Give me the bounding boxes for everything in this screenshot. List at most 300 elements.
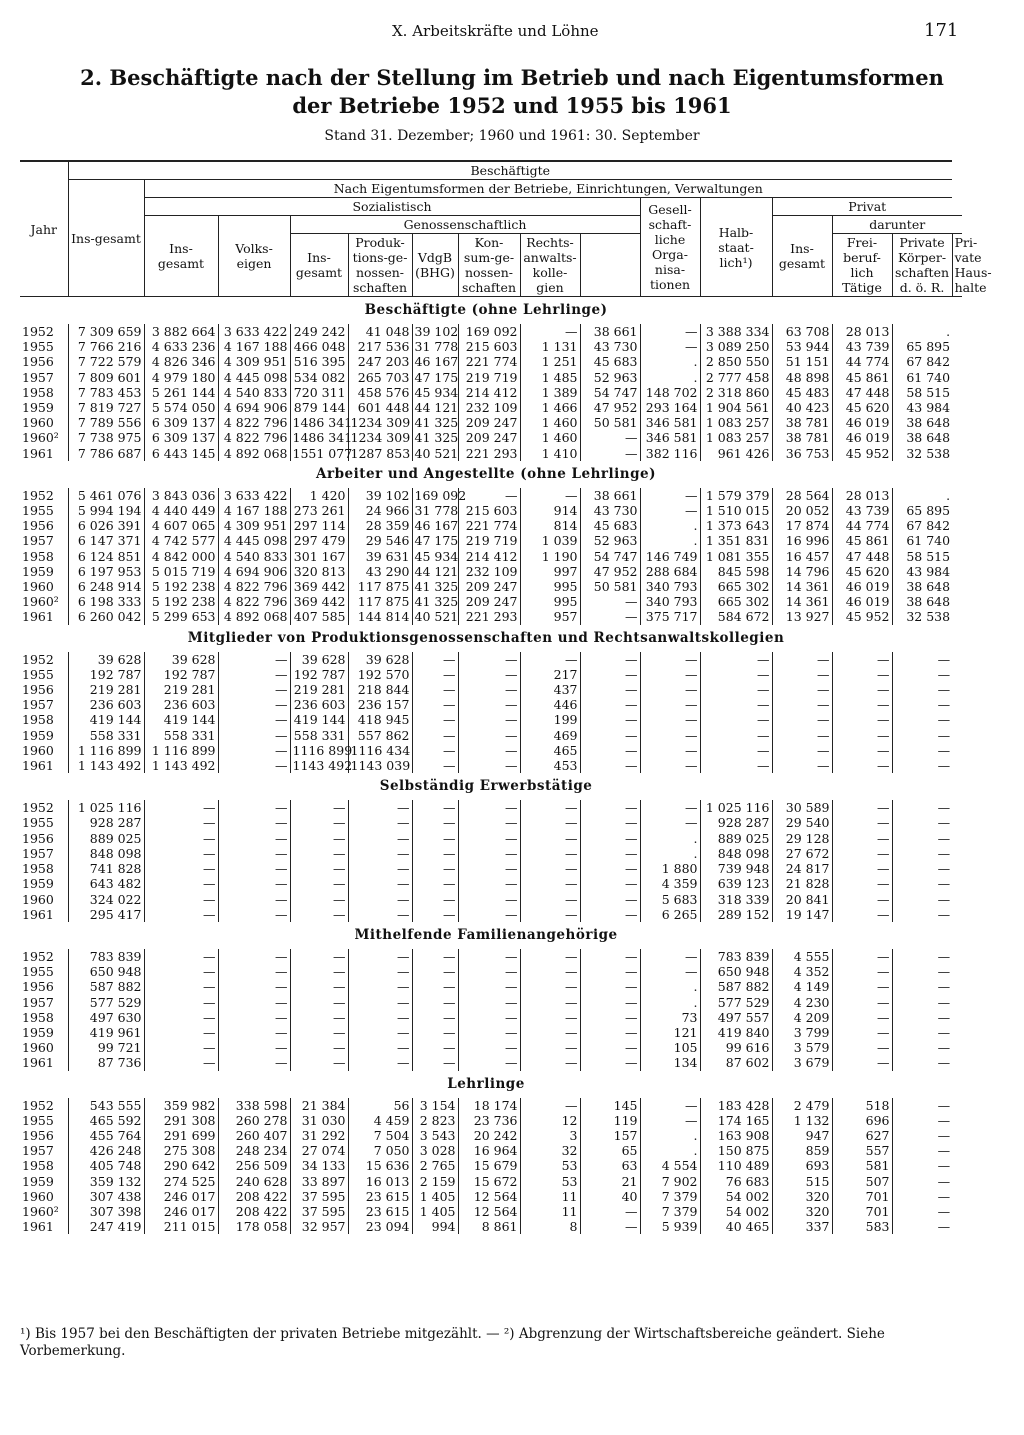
col-jahr: Jahr bbox=[20, 161, 68, 297]
table-row bbox=[20, 1204, 962, 1219]
value-cell: 24 817 bbox=[772, 861, 832, 876]
value-cell: 516 395 bbox=[290, 354, 348, 369]
year-cell: 1956 bbox=[22, 682, 54, 698]
footnotes: ¹) Bis 1957 bei den Beschäftigten der privaten Betriebe mitgezählt. — ²) Abgrenzung der Wirtschaftsbereiche geändert. Siehe Vorbemerkung. bbox=[20, 1326, 885, 1359]
heading-line-2: der Betriebe 1952 und 1955 bis 1961 bbox=[292, 93, 732, 118]
value-cell: 119 bbox=[580, 1113, 640, 1128]
value-cell: — bbox=[640, 949, 700, 964]
value-cell: 46 019 bbox=[832, 430, 892, 445]
year-cell: 1960 bbox=[22, 891, 54, 907]
col-koerperschaften: Private Körper-schaften d. ö. R. bbox=[892, 234, 952, 297]
value-cell: 4 445 098 bbox=[218, 370, 290, 385]
value-cell: 32 957 bbox=[290, 1219, 348, 1234]
value-cell: 4 826 346 bbox=[144, 354, 218, 369]
value-cell: — bbox=[640, 743, 700, 758]
value-cell: 67 842 bbox=[892, 518, 952, 533]
value-cell: 45 683 bbox=[580, 518, 640, 533]
value-cell: — bbox=[144, 831, 218, 846]
value-cell: — bbox=[218, 995, 290, 1010]
value-cell: — bbox=[832, 728, 892, 743]
table-row bbox=[20, 800, 962, 815]
value-cell: 359 982 bbox=[144, 1098, 218, 1113]
value-cell: 6 309 137 bbox=[144, 430, 218, 445]
value-cell: 217 bbox=[520, 667, 580, 682]
year-cell: 1961 bbox=[22, 1219, 54, 1235]
value-cell: 217 536 bbox=[348, 339, 412, 354]
value-cell: — bbox=[832, 907, 892, 922]
table-row bbox=[20, 758, 962, 773]
value-cell: — bbox=[218, 831, 290, 846]
value-cell: — bbox=[580, 949, 640, 964]
table-row bbox=[20, 1025, 962, 1040]
value-cell: 741 828 bbox=[68, 861, 144, 876]
value-cell: — bbox=[348, 1055, 412, 1070]
table-row bbox=[20, 652, 962, 667]
value-cell: — bbox=[348, 876, 412, 891]
value-cell: . bbox=[640, 518, 700, 533]
value-cell: — bbox=[580, 815, 640, 830]
value-cell: 293 164 bbox=[640, 400, 700, 415]
value-cell: 45 620 bbox=[832, 400, 892, 415]
value-cell: — bbox=[892, 831, 952, 846]
value-cell: — bbox=[218, 892, 290, 907]
value-cell: — bbox=[290, 815, 348, 830]
value-cell: 61 740 bbox=[892, 533, 952, 548]
value-cell: 338 598 bbox=[218, 1098, 290, 1113]
value-cell: — bbox=[640, 488, 700, 503]
value-cell: — bbox=[458, 964, 520, 979]
value-cell: 31 030 bbox=[290, 1113, 348, 1128]
value-cell: 6 198 333 bbox=[68, 594, 144, 609]
value-cell: 1 083 257 bbox=[700, 415, 772, 430]
year-cell: 1959 bbox=[22, 1173, 54, 1189]
value-cell: — bbox=[580, 594, 640, 609]
value-cell: — bbox=[580, 1010, 640, 1025]
value-cell: — bbox=[520, 1055, 580, 1070]
value-cell: — bbox=[892, 1010, 952, 1025]
section-heading-row bbox=[20, 461, 962, 488]
value-cell: — bbox=[458, 743, 520, 758]
value-cell: 4 742 577 bbox=[144, 533, 218, 548]
value-cell: 419 144 bbox=[290, 712, 348, 727]
value-cell: — bbox=[832, 979, 892, 994]
value-cell: — bbox=[348, 861, 412, 876]
value-cell: 3 633 422 bbox=[218, 324, 290, 339]
value-cell: 145 bbox=[580, 1098, 640, 1113]
value-cell: — bbox=[772, 682, 832, 697]
value-cell: 458 576 bbox=[348, 385, 412, 400]
value-cell: 4 842 000 bbox=[144, 549, 218, 564]
value-cell: 4 540 833 bbox=[218, 385, 290, 400]
value-cell: 87 602 bbox=[700, 1055, 772, 1070]
value-cell: 32 bbox=[520, 1143, 580, 1158]
value-cell: 814 bbox=[520, 518, 580, 533]
value-cell: 497 630 bbox=[68, 1010, 144, 1025]
value-cell: 4 309 951 bbox=[218, 518, 290, 533]
value-cell: 14 361 bbox=[772, 594, 832, 609]
value-cell: 121 bbox=[640, 1025, 700, 1040]
value-cell: — bbox=[218, 949, 290, 964]
value-cell: 7 786 687 bbox=[68, 446, 144, 461]
value-cell: 47 175 bbox=[412, 370, 458, 385]
value-cell: . bbox=[640, 979, 700, 994]
value-cell: 1 143 492 bbox=[68, 758, 144, 773]
col-gen-insgesamt: Ins-gesamt bbox=[290, 234, 348, 297]
value-cell: 214 412 bbox=[458, 549, 520, 564]
page-number: 171 bbox=[924, 20, 959, 41]
value-cell: 577 529 bbox=[68, 995, 144, 1010]
value-cell: — bbox=[290, 907, 348, 922]
value-cell: 199 bbox=[520, 712, 580, 727]
value-cell: 47 448 bbox=[832, 385, 892, 400]
value-cell: — bbox=[832, 846, 892, 861]
value-cell: 11 bbox=[520, 1204, 580, 1219]
value-cell: 16 457 bbox=[772, 549, 832, 564]
table-row bbox=[20, 430, 962, 445]
value-cell: . bbox=[640, 995, 700, 1010]
table-body bbox=[20, 297, 962, 1235]
value-cell: 701 bbox=[832, 1204, 892, 1219]
value-cell: 41 325 bbox=[412, 594, 458, 609]
value-cell: 8 bbox=[520, 1219, 580, 1234]
value-cell: — bbox=[640, 339, 700, 354]
value-cell: — bbox=[700, 697, 772, 712]
year-cell: 1957 bbox=[22, 697, 54, 713]
value-cell: 3 679 bbox=[772, 1055, 832, 1070]
value-cell: 577 529 bbox=[700, 995, 772, 1010]
col-soz-insgesamt: Ins-gesamt bbox=[144, 216, 218, 297]
table-row bbox=[20, 728, 962, 743]
value-cell: — bbox=[832, 831, 892, 846]
value-cell: — bbox=[832, 800, 892, 815]
value-cell: — bbox=[640, 667, 700, 682]
value-cell: — bbox=[892, 995, 952, 1010]
col-haushalte: Pri-vate Haus-halte bbox=[952, 234, 962, 297]
table-row bbox=[20, 594, 962, 609]
value-cell: 265 703 bbox=[348, 370, 412, 385]
value-cell: 997 bbox=[520, 564, 580, 579]
value-cell: 38 781 bbox=[772, 415, 832, 430]
table-row bbox=[20, 846, 962, 861]
value-cell: 24 966 bbox=[348, 503, 412, 518]
value-cell: 41 048 bbox=[348, 324, 412, 339]
value-cell: — bbox=[218, 979, 290, 994]
value-cell: 7 902 bbox=[640, 1174, 700, 1189]
value-cell: 627 bbox=[832, 1128, 892, 1143]
value-cell: 4 230 bbox=[772, 995, 832, 1010]
value-cell: 7 819 727 bbox=[68, 400, 144, 415]
value-cell: 174 165 bbox=[700, 1113, 772, 1128]
value-cell: — bbox=[458, 682, 520, 697]
value-cell: — bbox=[144, 1040, 218, 1055]
table-row bbox=[20, 385, 962, 400]
value-cell: — bbox=[290, 995, 348, 1010]
value-cell: 507 bbox=[832, 1174, 892, 1189]
value-cell: — bbox=[832, 892, 892, 907]
value-cell: — bbox=[772, 743, 832, 758]
value-cell: 1 904 561 bbox=[700, 400, 772, 415]
value-cell: 1551 077 bbox=[290, 446, 348, 461]
value-cell: — bbox=[348, 892, 412, 907]
value-cell: — bbox=[892, 1098, 952, 1113]
value-cell: 6 443 145 bbox=[144, 446, 218, 461]
value-cell: 1 460 bbox=[520, 430, 580, 445]
value-cell: . bbox=[892, 488, 952, 503]
year-cell: 1955 bbox=[22, 339, 54, 355]
value-cell: 1 143 492 bbox=[144, 758, 218, 773]
value-cell: — bbox=[218, 743, 290, 758]
table-row bbox=[20, 861, 962, 876]
value-cell: 1 410 bbox=[520, 446, 580, 461]
value-cell: — bbox=[892, 1204, 952, 1219]
value-cell: 29 540 bbox=[772, 815, 832, 830]
value-cell: — bbox=[412, 815, 458, 830]
value-cell: 4 445 098 bbox=[218, 533, 290, 548]
value-cell: 32 538 bbox=[892, 446, 952, 461]
value-cell: — bbox=[218, 964, 290, 979]
value-cell: 5 015 719 bbox=[144, 564, 218, 579]
value-cell: 340 793 bbox=[640, 594, 700, 609]
value-cell: 783 839 bbox=[700, 949, 772, 964]
value-cell: 320 bbox=[772, 1189, 832, 1204]
col-volkseigen: Volks-eigen bbox=[218, 216, 290, 297]
value-cell: 3 089 250 bbox=[700, 339, 772, 354]
value-cell: — bbox=[290, 1025, 348, 1040]
value-cell: — bbox=[520, 324, 580, 339]
table-row bbox=[20, 1174, 962, 1189]
value-cell: 274 525 bbox=[144, 1174, 218, 1189]
value-cell: — bbox=[580, 743, 640, 758]
value-cell: — bbox=[640, 682, 700, 697]
table-row bbox=[20, 518, 962, 533]
value-cell: — bbox=[458, 728, 520, 743]
value-cell: — bbox=[458, 1055, 520, 1070]
value-cell: 369 442 bbox=[290, 579, 348, 594]
value-cell: — bbox=[218, 1055, 290, 1070]
value-cell: 2 479 bbox=[772, 1098, 832, 1113]
value-cell: 639 123 bbox=[700, 876, 772, 891]
year-cell: 1958 bbox=[22, 1009, 54, 1025]
value-cell: 46 019 bbox=[832, 415, 892, 430]
value-cell: 214 412 bbox=[458, 385, 520, 400]
value-cell: 16 964 bbox=[458, 1143, 520, 1158]
value-cell: 33 897 bbox=[290, 1174, 348, 1189]
value-cell: 99 721 bbox=[68, 1040, 144, 1055]
value-cell: 297 114 bbox=[290, 518, 348, 533]
value-cell: — bbox=[412, 1040, 458, 1055]
value-cell: — bbox=[348, 815, 412, 830]
value-cell: 1486 341 bbox=[290, 430, 348, 445]
value-cell: 63 708 bbox=[772, 324, 832, 339]
table-row bbox=[20, 979, 962, 994]
value-cell: 2 850 550 bbox=[700, 354, 772, 369]
value-cell: 39 628 bbox=[348, 652, 412, 667]
value-cell: 4 822 796 bbox=[218, 594, 290, 609]
value-cell: — bbox=[700, 712, 772, 727]
value-cell: — bbox=[832, 667, 892, 682]
value-cell: 209 247 bbox=[458, 579, 520, 594]
value-cell: — bbox=[892, 1040, 952, 1055]
value-cell: 426 248 bbox=[68, 1143, 144, 1158]
value-cell: — bbox=[218, 876, 290, 891]
value-cell: 192 570 bbox=[348, 667, 412, 682]
year-cell: 1960 bbox=[22, 1040, 54, 1056]
value-cell: 665 302 bbox=[700, 579, 772, 594]
value-cell: 7 504 bbox=[348, 1128, 412, 1143]
table-row bbox=[20, 503, 962, 518]
value-cell: 41 325 bbox=[412, 430, 458, 445]
value-cell: — bbox=[580, 979, 640, 994]
value-cell: — bbox=[290, 1040, 348, 1055]
value-cell: 3 843 036 bbox=[144, 488, 218, 503]
value-cell: — bbox=[580, 995, 640, 1010]
value-cell: 45 934 bbox=[412, 385, 458, 400]
reference-date: Stand 31. Dezember; 1960 und 1961: 30. September bbox=[324, 128, 700, 144]
value-cell: 515 bbox=[772, 1174, 832, 1189]
value-cell: 889 025 bbox=[700, 831, 772, 846]
value-cell: 110 489 bbox=[700, 1158, 772, 1173]
value-cell: 1 466 bbox=[520, 400, 580, 415]
value-cell: — bbox=[640, 728, 700, 743]
value-cell: — bbox=[700, 652, 772, 667]
value-cell: 50 581 bbox=[580, 579, 640, 594]
year-cell: 1952 bbox=[22, 800, 54, 816]
value-cell: 31 778 bbox=[412, 503, 458, 518]
table-row bbox=[20, 609, 962, 624]
table-row bbox=[20, 1128, 962, 1143]
year-cell: 1952 bbox=[22, 487, 54, 503]
value-cell: — bbox=[458, 800, 520, 815]
section-heading-row bbox=[20, 625, 962, 652]
year-cell: 1960 bbox=[22, 415, 54, 431]
value-cell: 41 325 bbox=[412, 579, 458, 594]
value-cell: — bbox=[640, 964, 700, 979]
value-cell: — bbox=[458, 831, 520, 846]
col-konsum: Kon-sum-ge-nossen-schaften bbox=[458, 234, 520, 297]
value-cell: — bbox=[412, 743, 458, 758]
value-cell: 3 154 bbox=[412, 1098, 458, 1113]
value-cell: 23 736 bbox=[458, 1113, 520, 1128]
value-cell: — bbox=[144, 1055, 218, 1070]
value-cell: 150 875 bbox=[700, 1143, 772, 1158]
col-rechtsanwalt: Rechts-anwalts-kolle-gien bbox=[520, 234, 580, 297]
value-cell: 1 460 bbox=[520, 415, 580, 430]
value-cell: 466 048 bbox=[290, 339, 348, 354]
table-row bbox=[20, 579, 962, 594]
year-cell: 1952 bbox=[22, 948, 54, 964]
value-cell: 58 515 bbox=[892, 549, 952, 564]
value-cell: — bbox=[458, 846, 520, 861]
value-cell: 44 121 bbox=[412, 400, 458, 415]
value-cell: — bbox=[412, 697, 458, 712]
value-cell: 23 094 bbox=[348, 1219, 412, 1234]
value-cell: 320 bbox=[772, 1204, 832, 1219]
value-cell: — bbox=[348, 846, 412, 861]
year-cell: 1957 bbox=[22, 533, 54, 549]
value-cell: 249 242 bbox=[290, 324, 348, 339]
value-cell: — bbox=[580, 831, 640, 846]
value-cell: 56 bbox=[348, 1098, 412, 1113]
value-cell: — bbox=[892, 1128, 952, 1143]
value-cell: 4 892 068 bbox=[218, 609, 290, 624]
value-cell: 87 736 bbox=[68, 1055, 144, 1070]
value-cell: 273 261 bbox=[290, 503, 348, 518]
value-cell: — bbox=[520, 1098, 580, 1113]
year-cell: 1955 bbox=[22, 666, 54, 682]
table-row bbox=[20, 995, 962, 1010]
value-cell: 53 bbox=[520, 1174, 580, 1189]
value-cell: 219 719 bbox=[458, 533, 520, 548]
value-cell: 7 783 453 bbox=[68, 385, 144, 400]
year-cell: 1960² bbox=[22, 594, 59, 610]
value-cell: 134 bbox=[640, 1055, 700, 1070]
value-cell: 76 683 bbox=[700, 1174, 772, 1189]
value-cell: — bbox=[458, 712, 520, 727]
value-cell: — bbox=[458, 652, 520, 667]
value-cell: — bbox=[892, 652, 952, 667]
value-cell: 465 bbox=[520, 743, 580, 758]
value-cell: — bbox=[580, 728, 640, 743]
value-cell: 256 509 bbox=[218, 1158, 290, 1173]
value-cell: 587 882 bbox=[700, 979, 772, 994]
table-row bbox=[20, 488, 962, 503]
value-cell: 46 019 bbox=[832, 594, 892, 609]
value-cell: 117 875 bbox=[348, 594, 412, 609]
value-cell: — bbox=[412, 979, 458, 994]
value-cell: 15 672 bbox=[458, 1174, 520, 1189]
value-cell: — bbox=[412, 907, 458, 922]
value-cell: 889 025 bbox=[68, 831, 144, 846]
value-cell: — bbox=[412, 831, 458, 846]
value-cell: 169 092 bbox=[458, 324, 520, 339]
value-cell: — bbox=[772, 697, 832, 712]
value-cell: — bbox=[412, 652, 458, 667]
value-cell: 1 880 bbox=[640, 861, 700, 876]
year-cell: 1958 bbox=[22, 1158, 54, 1174]
year-cell: 1956 bbox=[22, 979, 54, 995]
value-cell: 192 787 bbox=[68, 667, 144, 682]
value-cell: 148 702 bbox=[640, 385, 700, 400]
value-cell: — bbox=[458, 1010, 520, 1025]
year-cell: 1958 bbox=[22, 861, 54, 877]
section-heading-row bbox=[20, 297, 962, 325]
value-cell: 1 190 bbox=[520, 549, 580, 564]
value-cell: 4 167 188 bbox=[218, 503, 290, 518]
value-cell: — bbox=[290, 876, 348, 891]
year-cell: 1957 bbox=[22, 369, 54, 385]
table-row bbox=[20, 1055, 962, 1070]
value-cell: 38 648 bbox=[892, 415, 952, 430]
value-cell: — bbox=[832, 652, 892, 667]
value-cell: . bbox=[640, 846, 700, 861]
value-cell: 369 442 bbox=[290, 594, 348, 609]
table-row bbox=[20, 907, 962, 922]
year-cell: 1956 bbox=[22, 354, 54, 370]
value-cell: 693 bbox=[772, 1158, 832, 1173]
value-cell: — bbox=[580, 876, 640, 891]
value-cell: — bbox=[832, 815, 892, 830]
value-cell: 1 025 116 bbox=[68, 800, 144, 815]
value-cell: 45 683 bbox=[580, 354, 640, 369]
value-cell: — bbox=[218, 728, 290, 743]
heading-line-1: 2. Beschäftigte nach der Stellung im Betrieb und nach Eigentumsformen bbox=[80, 65, 944, 90]
value-cell: 2 823 bbox=[412, 1113, 458, 1128]
table-row bbox=[20, 682, 962, 697]
value-cell: — bbox=[832, 949, 892, 964]
value-cell: 163 908 bbox=[700, 1128, 772, 1143]
value-cell: 6 026 391 bbox=[68, 518, 144, 533]
value-cell: — bbox=[892, 1158, 952, 1173]
